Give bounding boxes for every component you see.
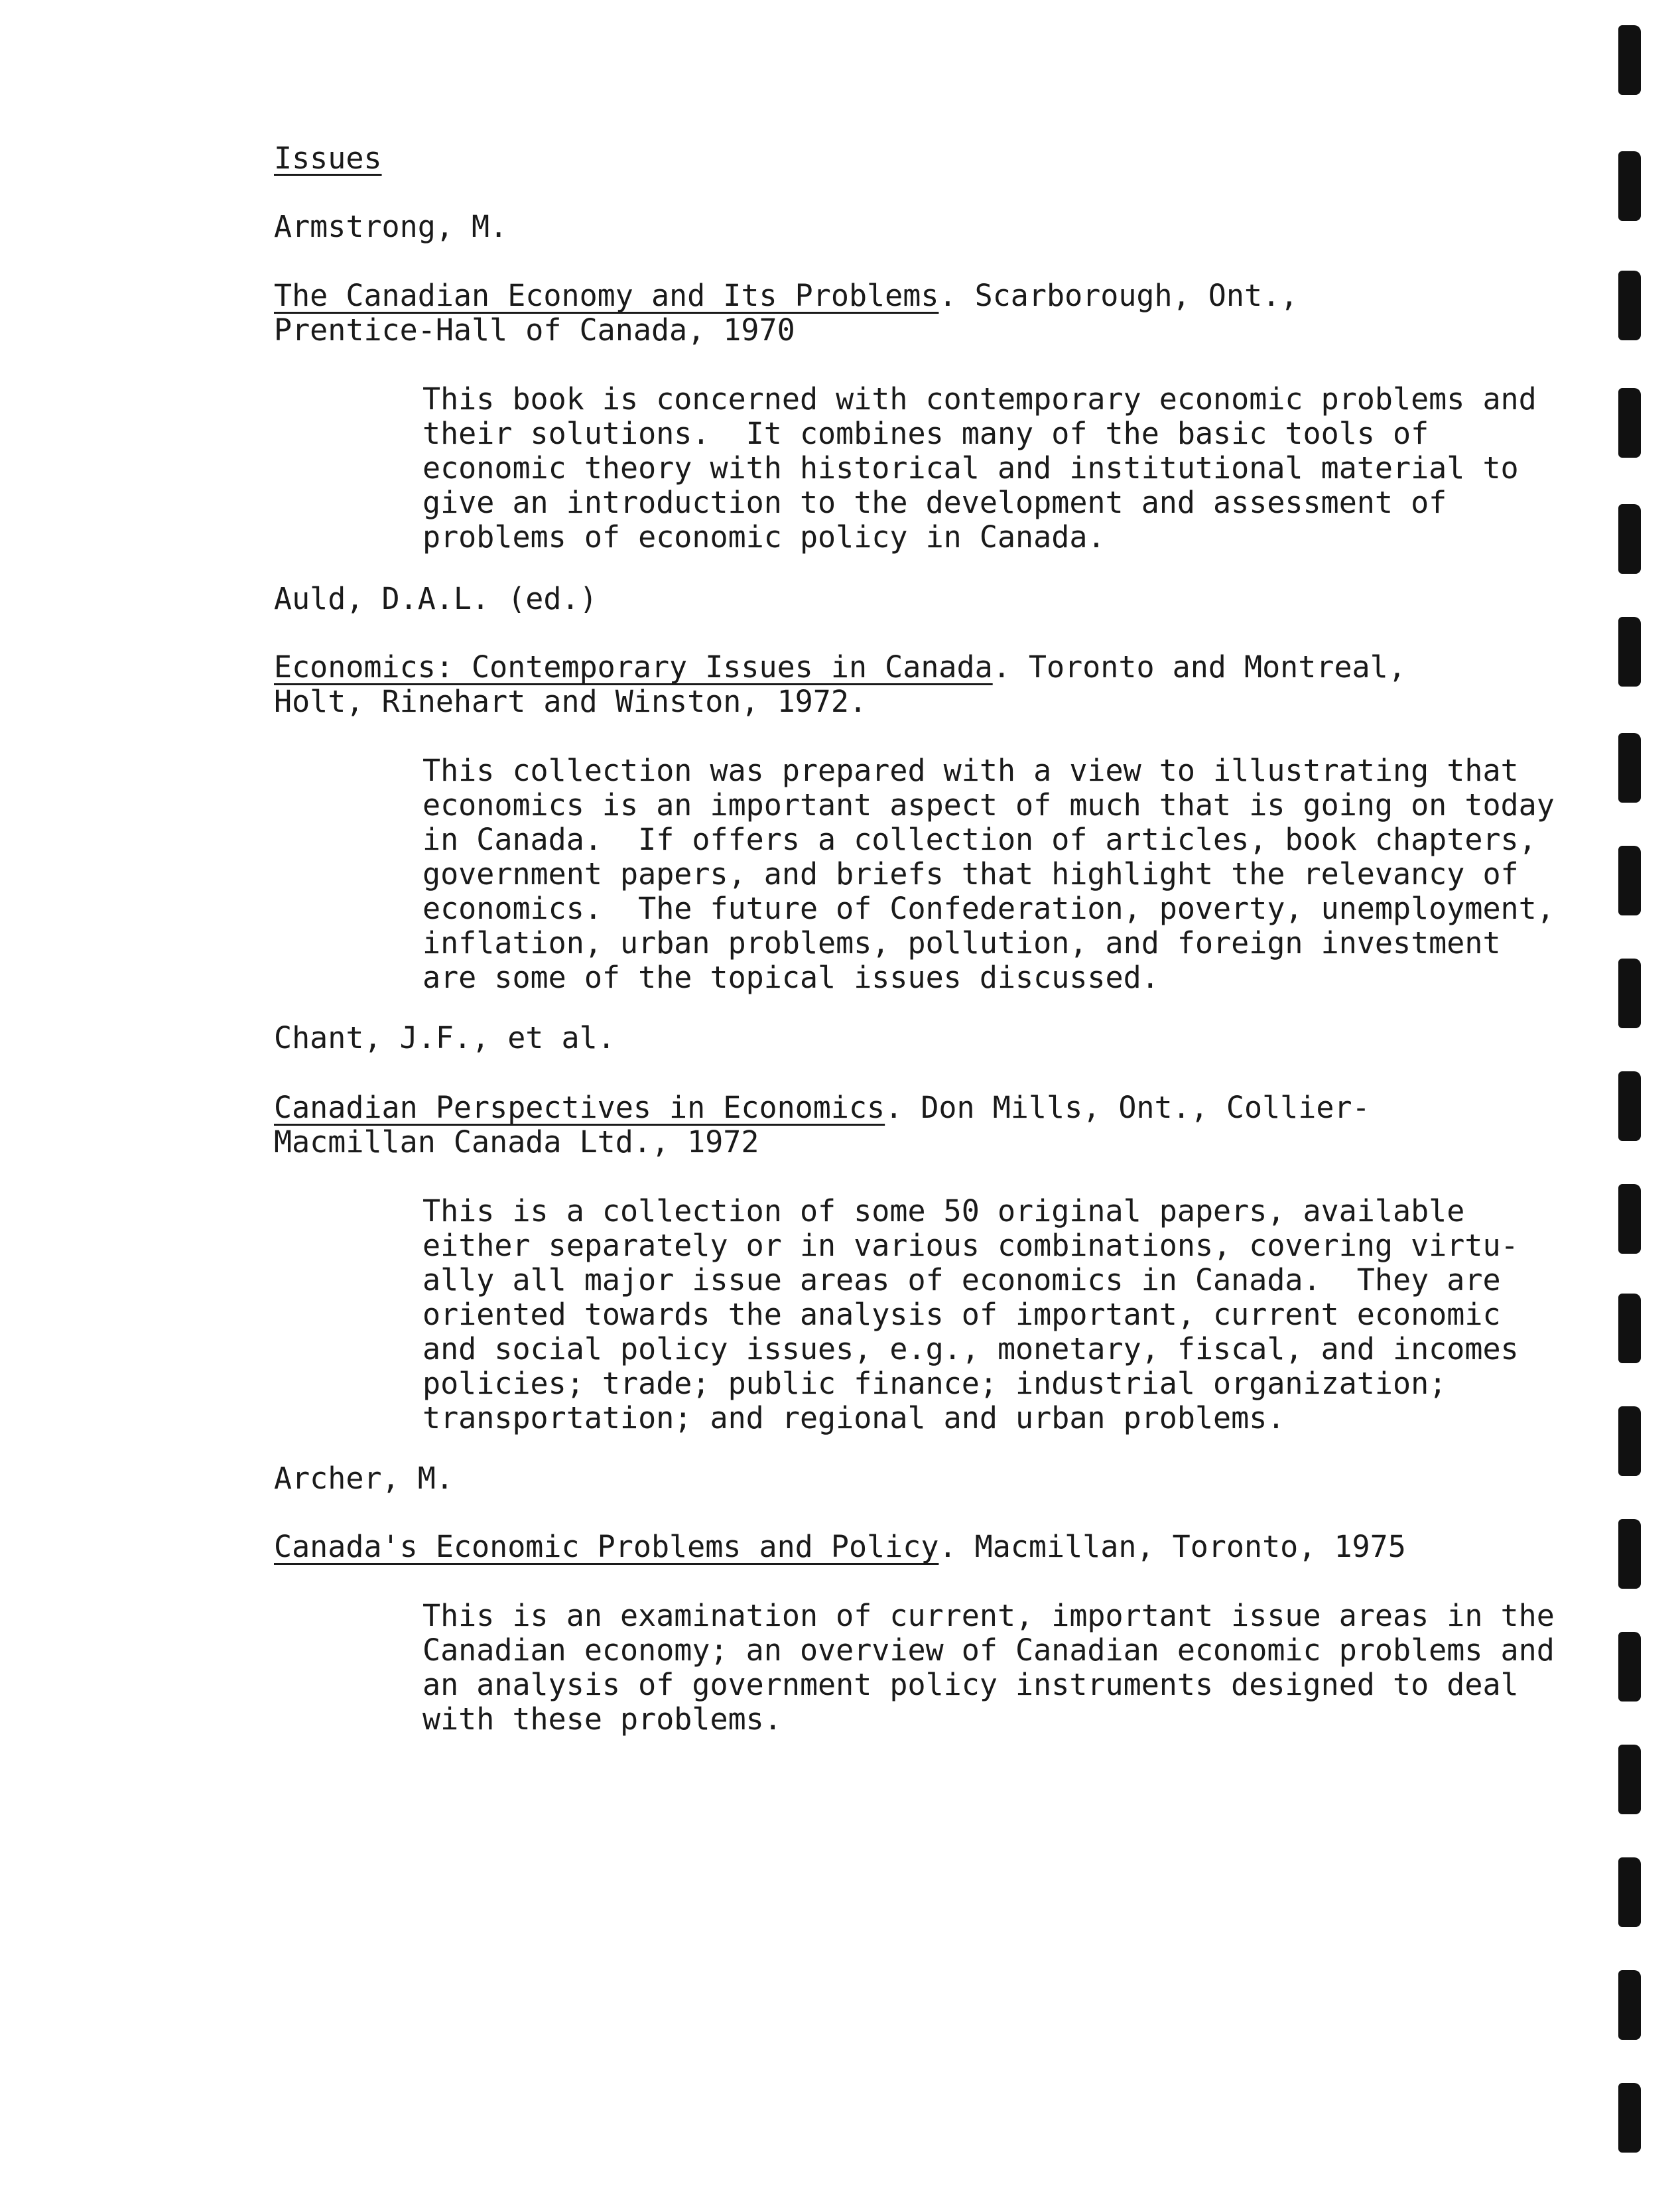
entry-publication: . Macmillan, Toronto, 1975 [938,1529,1406,1564]
entry-title: Canada's Economic Problems and Policy [274,1529,939,1564]
entry-author: Auld, D.A.L. (ed.) [274,581,598,616]
annotation-line: economic theory with historical and institutional material to [422,450,1519,486]
punch-mark [1618,1294,1641,1363]
entry-annotation [422,1598,1555,1737]
annotation-line: oriented towards the analysis of important, current economic [422,1297,1501,1332]
punch-mark [1618,733,1641,803]
entry-citation [274,1530,1468,1564]
punch-mark [1618,1857,1641,1927]
annotation-line: government papers, and briefs that highlight the relevancy of [422,856,1519,892]
section-heading: Issues [274,141,382,176]
annotation-line: in Canada. If offers a collection of articles, book chapters, [422,822,1537,857]
punch-mark [1618,1519,1641,1589]
annotation-line: inflation, urban problems, pollution, and foreign investment [422,925,1501,961]
punch-mark [1618,504,1641,574]
annotation-line: Canadian economy; an overview of Canadian economic problems and [422,1633,1555,1668]
annotation-line: their solutions. It combines many of the basic tools of [422,416,1429,451]
binding-marks [1618,0,1658,2203]
punch-mark [1618,25,1641,95]
entry-annotation [422,1193,1519,1435]
punch-mark [1618,1071,1641,1141]
annotation-line: transportation; and regional and urban problems. [422,1400,1285,1435]
punch-mark [1618,1970,1641,2040]
entry-title: Economics: Contemporary Issues in Canada [274,649,993,685]
entry-title: Canadian Perspectives in Economics [274,1090,885,1125]
annotation-line: are some of the topical issues discussed. [422,960,1159,995]
entry-publication: . Scarborough, Ont., Prentice-Hall of Canada, 1970 [274,278,1299,348]
annotation-line: give an introduction to the development and assessment of [422,485,1447,520]
annotation-line: policies; trade; public finance; industrial organization; [422,1366,1447,1401]
entry-author: Archer, M. [274,1461,454,1496]
annotation-line: This is a collection of some 50 original papers, available [422,1193,1465,1229]
punch-mark [1618,846,1641,915]
entry-publication: . Toronto and Montreal, Holt, Rinehart and Winston, 1972. [274,649,1406,719]
entry-title: The Canadian Economy and Its Problems [274,278,939,313]
annotation-line: This book is concerned with contemporary economic problems and [422,381,1537,417]
entry-author: Chant, J.F., et al. [274,1020,615,1055]
punch-mark [1618,1745,1641,1814]
punch-mark [1618,388,1641,458]
annotation-line: with these problems. [422,1702,782,1737]
entry-publication: . Don Mills, Ont., Collier-Macmillan Canada Ltd., 1972 [274,1090,1370,1160]
entry-citation [274,279,1468,348]
punch-mark [1618,959,1641,1028]
annotation-line: ally all major issue areas of economics in Canada. They are [422,1262,1501,1298]
annotation-line: either separately or in various combinations, covering virtu- [422,1228,1519,1263]
punch-mark [1618,1406,1641,1476]
annotation-line: an analysis of government policy instruments designed to deal [422,1667,1519,1702]
entry-annotation [422,753,1555,995]
entry-author: Armstrong, M. [274,209,508,244]
punch-mark [1618,2083,1641,2153]
entry-annotation [422,381,1537,555]
annotation-line: economics is an important aspect of much that is going on today [422,787,1555,823]
annotation-line: and social policy issues, e.g., monetary, fiscal, and incomes [422,1331,1519,1367]
annotation-line: This is an examination of current, important issue areas in the [422,1598,1555,1633]
punch-mark [1618,617,1641,687]
entry-citation [274,1091,1468,1160]
punch-mark [1618,271,1641,340]
annotation-line: economics. The future of Confederation, poverty, unemployment, [422,891,1555,926]
punch-mark [1618,1184,1641,1254]
punch-mark [1618,1632,1641,1702]
annotation-line: This collection was prepared with a view to illustrating that [422,753,1519,788]
entry-citation [274,650,1468,719]
punch-mark [1618,151,1641,221]
annotation-line: problems of economic policy in Canada. [422,519,1106,555]
